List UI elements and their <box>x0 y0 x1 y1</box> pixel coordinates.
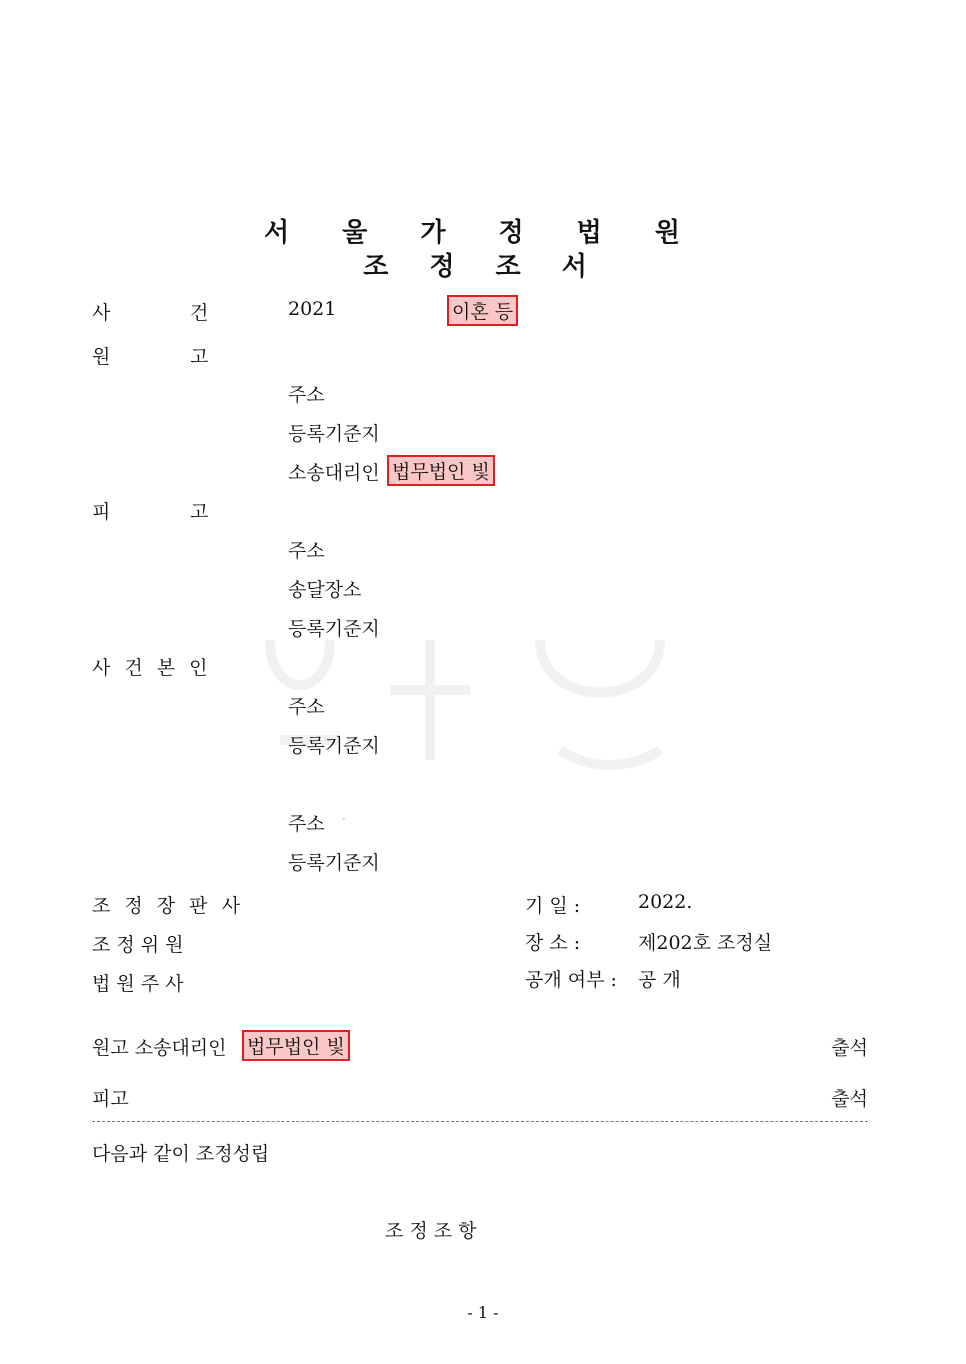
dashed-divider <box>92 1121 868 1122</box>
defendant-delivery: 송달장소 <box>288 579 362 601</box>
principal-address-2: 주소 <box>288 813 325 835</box>
principal-mark-2: · <box>342 812 346 826</box>
principal-address: 주소 <box>288 696 325 718</box>
defendant-address: 주소 <box>288 540 325 562</box>
attendance-plaintiff-status: 출석 <box>831 1037 868 1059</box>
clerk-label: 법 원 주 사 <box>92 973 184 995</box>
defendant-label-left: 피 <box>92 501 111 523</box>
plaintiff-address: 주소 <box>288 384 325 406</box>
public-value: 공 개 <box>638 969 681 991</box>
plaintiff-label-right: 고 <box>190 346 209 368</box>
date-value: 2022. <box>638 891 693 913</box>
defendant-label-right: 고 <box>190 501 209 523</box>
member-label: 조 정 위 원 <box>92 934 184 956</box>
principal-label: 사 건 본 인 <box>92 657 208 679</box>
attendance-defendant-label: 피고 <box>92 1088 129 1110</box>
attendance-plaintiff-label: 원고 소송대리인 <box>92 1037 227 1059</box>
case-name-highlight: 이혼 등 <box>447 295 518 326</box>
date-label: 기 일 : <box>525 895 581 917</box>
place-value: 제202호 조정실 <box>638 932 773 954</box>
case-label-right: 건 <box>190 302 209 324</box>
place-label: 장 소 : <box>525 932 581 954</box>
defendant-registry: 등록기준지 <box>288 618 380 640</box>
judge-label: 조 정 장 판 사 <box>92 895 244 917</box>
terms-heading: 조 정 조 항 <box>385 1220 477 1242</box>
attendance-defendant-status: 출석 <box>831 1088 868 1110</box>
plaintiff-registry: 등록기준지 <box>288 423 380 445</box>
case-label-left: 사 <box>92 302 111 324</box>
attendance-plaintiff-agent-highlight: 법무법인 빛 <box>242 1030 350 1061</box>
document-title: 조 정 조 서 <box>363 252 603 282</box>
principal-registry-2: 등록기준지 <box>288 852 380 874</box>
principal-registry: 등록기준지 <box>288 735 380 757</box>
case-number: 2021 <box>288 298 337 320</box>
plaintiff-agent-label: 소송대리인 <box>288 462 380 484</box>
public-label: 공개 여부 : <box>525 969 617 991</box>
plaintiff-label-left: 원 <box>92 346 111 368</box>
court-name: 서 울 가 정 법 원 <box>264 218 702 248</box>
result-text: 다음과 같이 조정성립 <box>92 1143 270 1165</box>
plaintiff-agent-highlight: 법무법인 빛 <box>387 455 495 486</box>
page-number: - 1 - <box>467 1303 499 1322</box>
